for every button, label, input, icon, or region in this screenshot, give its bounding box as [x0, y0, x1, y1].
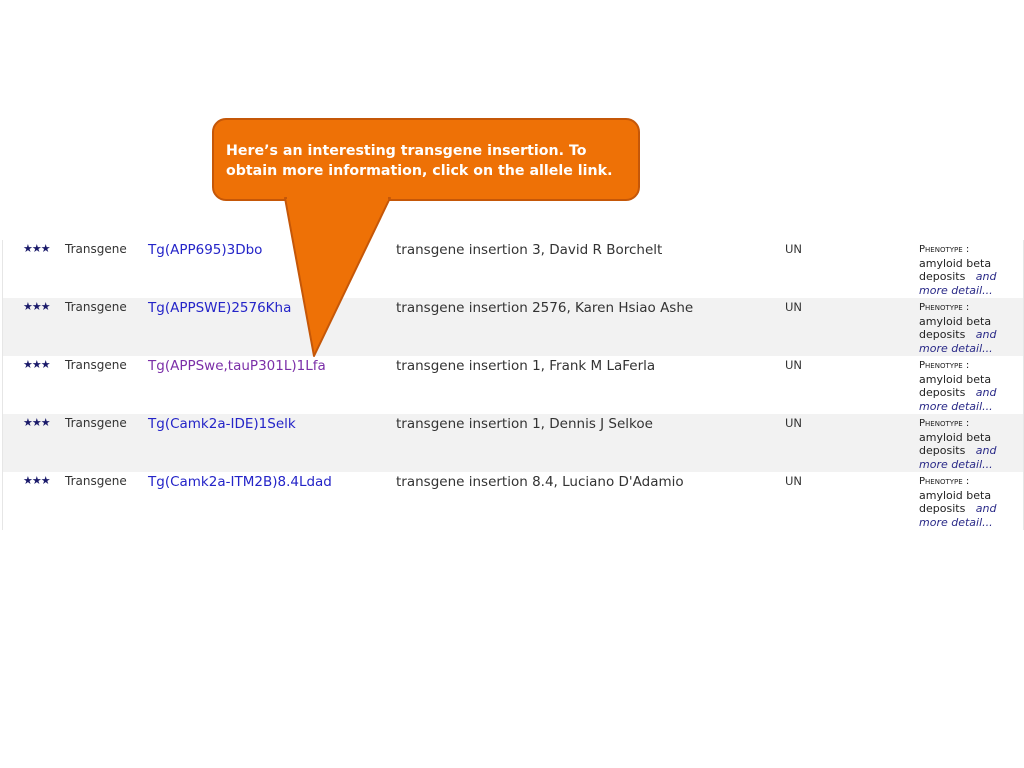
more-detail-link[interactable]: more detail... — [919, 515, 993, 529]
rating-stars: ★★★ — [23, 358, 50, 371]
allele-link[interactable]: Tg(APP695)3Dbo — [148, 242, 263, 258]
phenotype-line: amyloid beta — [919, 488, 992, 502]
phenotype-label: Phenotype : — [919, 302, 970, 313]
more-detail-link[interactable]: more detail... — [919, 399, 993, 413]
more-detail-and[interactable]: and — [975, 270, 997, 283]
more-detail-link[interactable]: more detail... — [919, 283, 993, 297]
phenotype-line: amyloid beta — [919, 372, 992, 386]
allele-type: Transgene — [65, 358, 127, 372]
chromosome: UN — [785, 300, 803, 314]
phenotype-label: Phenotype : — [919, 360, 970, 371]
allele-link[interactable]: Tg(APPSWE)2576Kha — [148, 300, 292, 316]
phenotype-line: deposits — [919, 502, 966, 515]
phenotype-line: amyloid beta — [919, 430, 992, 444]
allele-name: transgene insertion 1, Frank M LaFerla — [396, 358, 656, 374]
more-detail-and[interactable]: and — [975, 328, 997, 341]
allele-name: transgene insertion 8.4, Luciano D'Adamio — [396, 474, 684, 490]
callout-line: Here’s an interesting transgene insertion. To — [226, 143, 587, 159]
phenotype-label: Phenotype : — [919, 418, 970, 429]
rating-stars: ★★★ — [23, 242, 50, 255]
rating-stars: ★★★ — [23, 300, 50, 313]
phenotype-line: amyloid beta — [919, 314, 992, 328]
phenotype-label: Phenotype : — [919, 244, 970, 255]
allele-link[interactable]: Tg(Camk2a-ITM2B)8.4Ldad — [148, 474, 332, 490]
rating-stars: ★★★ — [23, 474, 50, 487]
rating-stars: ★★★ — [23, 416, 50, 429]
chromosome: UN — [785, 242, 803, 256]
phenotype-line: deposits — [919, 270, 966, 283]
allele-link[interactable]: Tg(APPSwe,tauP301L)1Lfa — [148, 358, 326, 374]
chromosome: UN — [785, 474, 803, 488]
more-detail-and[interactable]: and — [975, 444, 997, 457]
chromosome: UN — [785, 358, 803, 372]
phenotype-line: deposits — [919, 444, 966, 457]
allele-type: Transgene — [65, 242, 127, 256]
chromosome: UN — [785, 416, 803, 430]
callout-line: obtain more information, click on the allele link. — [226, 163, 613, 179]
more-detail-and[interactable]: and — [975, 502, 997, 515]
callout-text — [226, 141, 626, 181]
more-detail-link[interactable]: more detail... — [919, 457, 993, 471]
allele-type: Transgene — [65, 474, 127, 488]
allele-type: Transgene — [65, 300, 127, 314]
allele-name: transgene insertion 3, David R Borchelt — [396, 242, 663, 258]
allele-name: transgene insertion 1, Dennis J Selkoe — [396, 416, 653, 432]
more-detail-link[interactable]: more detail... — [919, 341, 993, 355]
phenotype-line: amyloid beta — [919, 256, 992, 270]
phenotype-line: deposits — [919, 386, 966, 399]
phenotype-label: Phenotype : — [919, 476, 970, 487]
allele-link[interactable]: Tg(Camk2a-IDE)1Selk — [148, 416, 296, 432]
allele-name: transgene insertion 2576, Karen Hsiao Ashe — [396, 300, 694, 316]
more-detail-and[interactable]: and — [975, 386, 997, 399]
phenotype-line: deposits — [919, 328, 966, 341]
allele-type: Transgene — [65, 416, 127, 430]
